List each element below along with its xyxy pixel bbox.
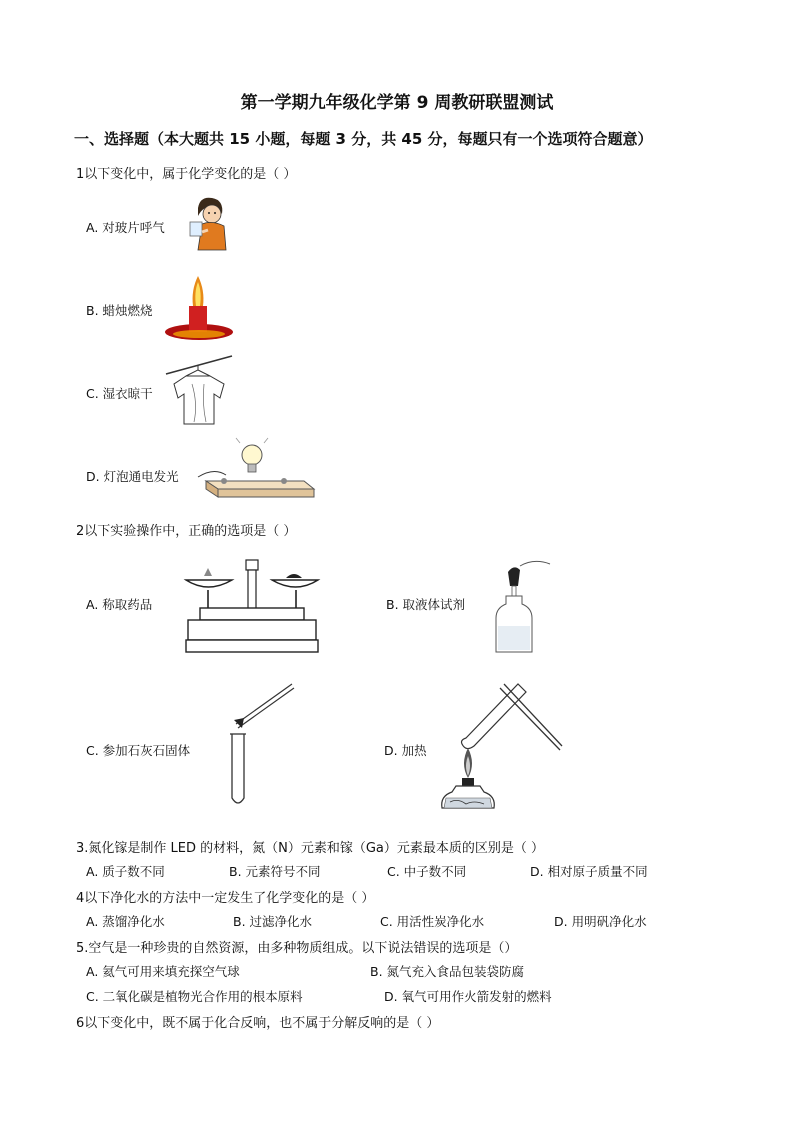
light-bulb-circuit-icon — [194, 437, 316, 503]
girl-breathing-on-glass-icon — [188, 194, 230, 254]
q1-option-b[interactable]: B. 蜡烛燃烧 — [86, 303, 153, 318]
q1-option-a[interactable]: A. 对玻片呼气 — [86, 220, 165, 235]
q2-option-c[interactable]: C. 参加石灰石固体 — [86, 743, 191, 758]
dropper-bottle-icon — [494, 556, 552, 656]
q4-option-d[interactable]: D. 用明矾净化水 — [554, 914, 647, 929]
alcohol-lamp-heating-icon — [438, 680, 562, 816]
page-title: 第一学期九年级化学第 9 周教研联盟测试 — [240, 93, 554, 113]
q5-option-a[interactable]: A. 氦气可用来填充探空气球 — [86, 964, 240, 979]
q5-option-d[interactable]: D. 氧气可用作火箭发射的燃料 — [384, 989, 552, 1004]
candle-flame-icon — [165, 276, 233, 342]
section-heading: 一、选择题（本大题共 15 小题，每题 3 分，共 45 分，每题只有一个选项符合题意） — [74, 130, 653, 148]
question-5-stem: 5.空气是一种珍贵的自然资源，由多种物质组成。以下说法错误的选项是（） — [76, 941, 518, 956]
q5-option-c[interactable]: C. 二氧化碳是植物光合作用的根本原料 — [86, 989, 303, 1004]
question-1-stem: 1以下变化中，属于化学变化的是（ ） — [76, 167, 297, 182]
balance-scale-icon — [184, 558, 320, 654]
question-2-stem: 2以下实验操作中，正确的选项是（ ） — [76, 524, 297, 539]
q1-option-c[interactable]: C. 湿衣晾干 — [86, 386, 153, 401]
shirt-on-hanger-icon — [164, 354, 234, 426]
q3-option-a[interactable]: A. 质子数不同 — [86, 864, 165, 879]
q1-option-d[interactable]: D. 灯泡通电发光 — [86, 469, 179, 484]
q3-option-d[interactable]: D. 相对原子质量不同 — [530, 864, 648, 879]
q2-option-a[interactable]: A. 称取药品 — [86, 597, 153, 612]
q4-option-c[interactable]: C. 用活性炭净化水 — [380, 914, 485, 929]
question-3-stem: 3.氮化镓是制作 LED 的材料，氮（N）元素和镓（Ga）元素最本质的区别是（ ） — [76, 841, 545, 856]
question-4-stem: 4以下净化水的方法中一定发生了化学变化的是（ ） — [76, 891, 375, 906]
q4-option-b[interactable]: B. 过滤净化水 — [233, 914, 313, 929]
q3-option-c[interactable]: C. 中子数不同 — [387, 864, 467, 879]
q5-option-b[interactable]: B. 氮气充入食品包装袋防腐 — [370, 964, 525, 979]
q2-option-d[interactable]: D. 加热 — [384, 743, 427, 758]
test-tube-tongs-icon — [226, 680, 298, 808]
q4-option-a[interactable]: A. 蒸馏净化水 — [86, 914, 165, 929]
q3-option-b[interactable]: B. 元素符号不同 — [229, 864, 321, 879]
q2-option-b[interactable]: B. 取液体试剂 — [386, 597, 466, 612]
question-6-stem: 6以下变化中，既不属于化合反响，也不属于分解反响的是（ ） — [76, 1016, 440, 1031]
